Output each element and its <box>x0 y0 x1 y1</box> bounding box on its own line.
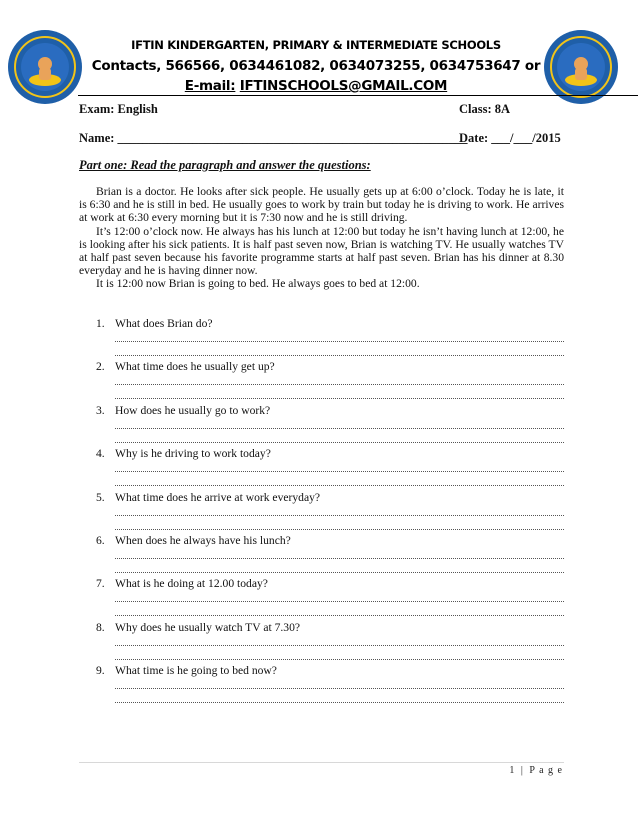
answer-line[interactable] <box>115 688 564 689</box>
passage-paragraph: Brian is a doctor. He looks after sick people. He usually gets up at 6:00 o’clock. Today he is late, it is 6:30 and he is still in bed. He usually goes to work by train but today he is driving to work. He arrives at work at 6:30 every morning but it is 7:30 now and he is still driving. <box>79 185 564 225</box>
contacts-line: Contacts, 566566, 0634461082, 0634073255, 0634753647 or <box>91 58 541 74</box>
question-text: What is he doing at 12.00 today? <box>115 577 268 591</box>
question-item <box>79 577 564 620</box>
letterhead <box>90 38 542 94</box>
email-address: IFTINSCHOOLS@GMAIL.COM <box>239 78 448 94</box>
answer-line[interactable] <box>115 485 564 486</box>
question-item <box>79 447 564 490</box>
question-text: When does he always have his lunch? <box>115 533 291 547</box>
answer-line[interactable] <box>115 428 564 429</box>
answer-line[interactable] <box>115 615 564 616</box>
page-word: P a g e <box>529 765 563 776</box>
question-number: 3. <box>96 403 105 417</box>
question-text: What does Brian do? <box>115 317 213 330</box>
class-label: Class: 8A <box>459 102 511 116</box>
question-number: 9. <box>96 664 105 678</box>
footer-separator: | <box>520 765 524 776</box>
answer-line[interactable] <box>115 572 564 573</box>
answer-line[interactable] <box>115 558 564 559</box>
question-number: 2. <box>96 360 105 374</box>
answer-line[interactable] <box>115 355 564 356</box>
question-list <box>79 317 564 708</box>
email-line <box>90 78 542 94</box>
question-text: What time does he usually get up? <box>115 360 275 374</box>
question-item <box>79 621 564 664</box>
question-number: 4. <box>96 447 105 461</box>
question-text: Why is he driving to work today? <box>115 447 271 461</box>
answer-line[interactable] <box>115 645 564 646</box>
passage-paragraph: It’s 12:00 o’clock now. He always has his lunch at 12:00 but today he isn’t having lunch at 12:00, he is looking after his sick patients. It is half past seven now, Brian is watching TV. He usually watches TV at half past seven because his favorite programme starts at half past seven. Brian has his dinner at 8.30 everyday and he is having dinner now. <box>79 224 564 278</box>
answer-line[interactable] <box>115 471 564 472</box>
answer-line[interactable] <box>115 659 564 660</box>
question-number: 7. <box>96 577 105 591</box>
question-item <box>79 534 564 577</box>
question-number: 5. <box>96 490 105 504</box>
footer-divider <box>79 762 564 763</box>
answer-line[interactable] <box>115 601 564 602</box>
question-text: Why does he usually watch TV at 7.30? <box>115 620 301 634</box>
question-number: 8. <box>96 620 105 634</box>
email-label: E-mail: <box>184 78 236 94</box>
name-blank: ________________________________________________________ <box>117 131 468 145</box>
exam-subject: Exam: English <box>79 102 158 116</box>
question-number: 6. <box>96 533 105 547</box>
answer-line[interactable] <box>115 515 564 516</box>
school-logo-left <box>6 28 84 106</box>
question-item <box>79 404 564 447</box>
answer-line[interactable] <box>115 341 564 342</box>
question-text: How does he usually go to work? <box>115 403 271 417</box>
date-field: Date: ___/___/2015 <box>459 131 561 145</box>
page-footer <box>400 765 563 776</box>
question-number: 1. <box>96 317 105 330</box>
question-text: What time does he arrive at work everyday? <box>115 490 321 504</box>
name-date-row <box>79 131 564 146</box>
question-item <box>79 491 564 534</box>
question-text: What time is he going to bed now? <box>115 664 277 678</box>
school-name: IFTIN KINDERGARTEN, PRIMARY & INTERMEDIATE SCHOOLS <box>131 38 501 52</box>
answer-line[interactable] <box>115 529 564 530</box>
page-number: 1 <box>509 765 516 776</box>
header-divider <box>78 95 638 96</box>
reading-passage <box>79 185 564 291</box>
answer-line[interactable] <box>115 398 564 399</box>
answer-line[interactable] <box>115 384 564 385</box>
answer-line[interactable] <box>115 702 564 703</box>
question-item <box>79 360 564 403</box>
passage-paragraph: It is 12:00 now Brian is going to bed. He always goes to bed at 12:00. <box>96 277 420 291</box>
name-label: Name: <box>79 131 115 145</box>
exam-info-row <box>79 102 564 117</box>
question-item <box>79 317 564 360</box>
question-item <box>79 664 564 707</box>
part-one-heading: Part one: Read the paragraph and answer the questions: <box>79 158 371 172</box>
answer-line[interactable] <box>115 442 564 443</box>
